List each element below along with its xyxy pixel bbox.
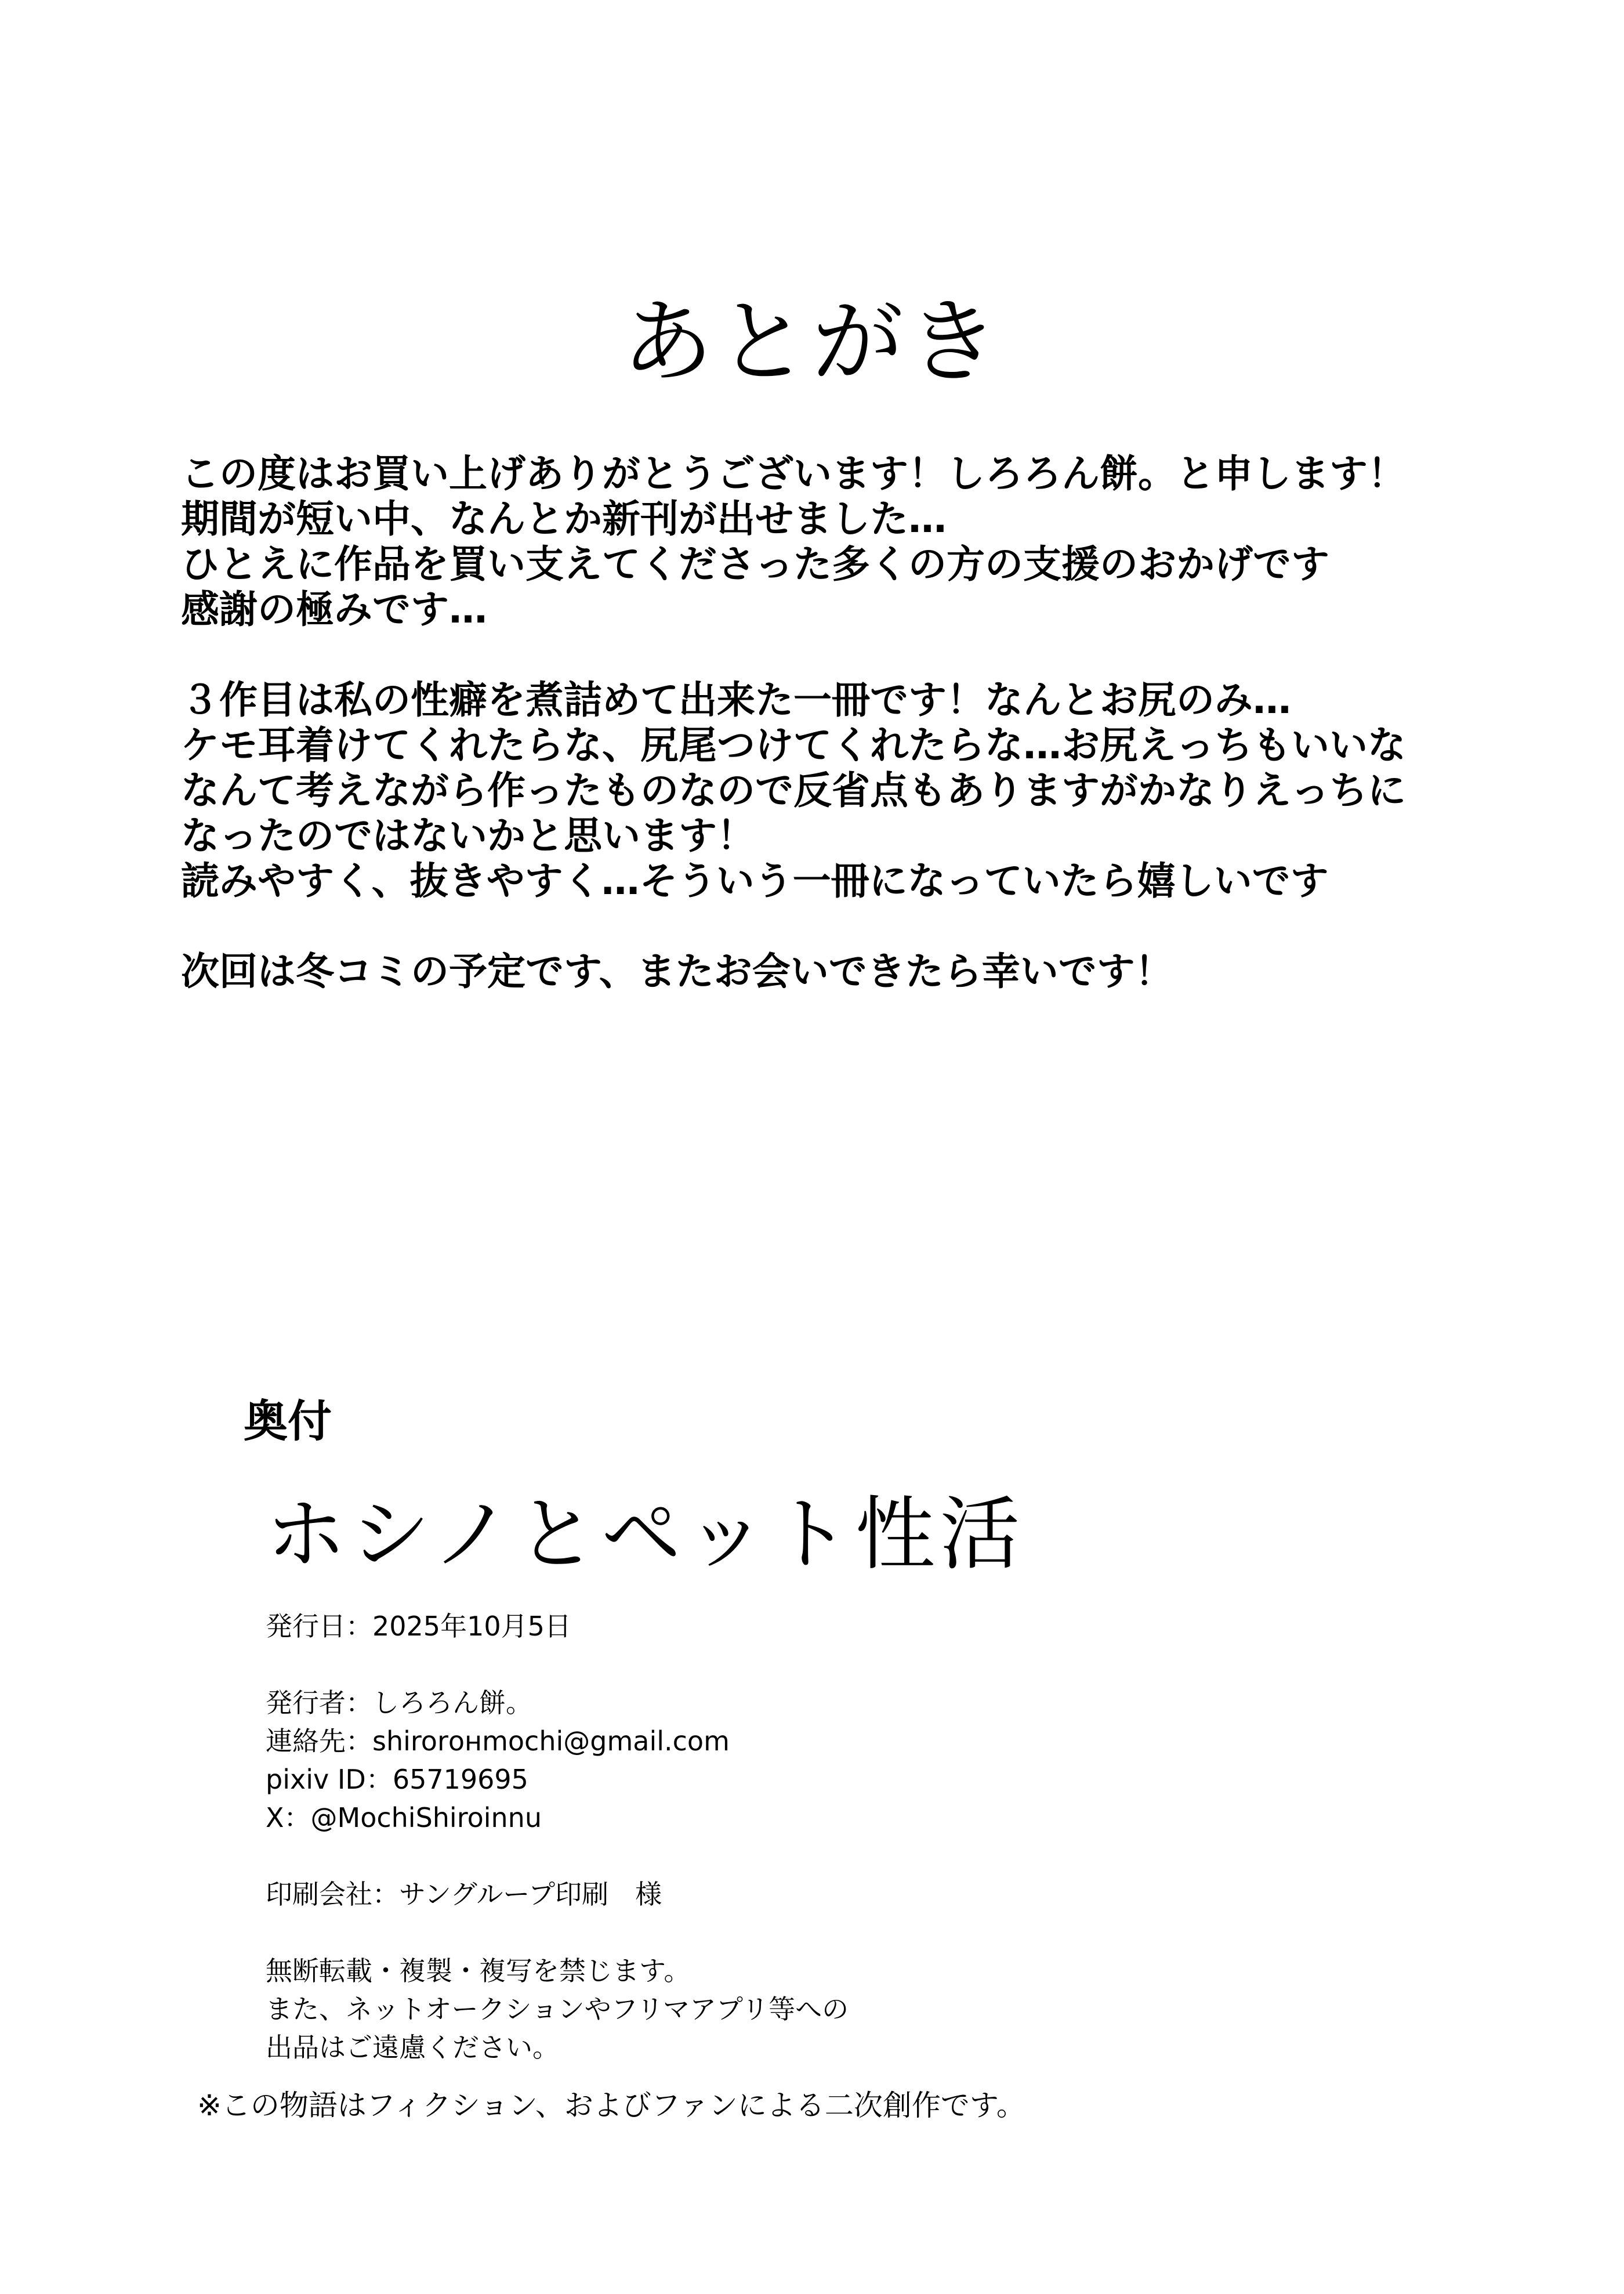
colophon-heading: 奥付	[244, 1395, 332, 1447]
publisher: 発行者：しろろん餅。	[266, 1687, 532, 1718]
afterword-title: あとがき	[622, 289, 1002, 396]
afterword-line: なったのではないかと思います！	[181, 813, 755, 858]
notice-line: 無断転載・複製・複写を禁じます。	[266, 1955, 691, 1987]
publish-date: 発行日：2025年10月5日	[266, 1611, 571, 1642]
fiction-footnote: ※この物語はフィクション、およびファンによる二次創作です。	[197, 2089, 1025, 2122]
notice-line: また、ネットオークションやフリマアプリ等への	[266, 1993, 849, 2025]
x-account: X：@MochiShiroinnu	[266, 1802, 542, 1833]
pixiv-id: pixiv ID：65719695	[266, 1764, 528, 1795]
afterword-line: この度はお買い上げありがとうございます！しろろん餅。と申します！	[181, 451, 1406, 496]
paragraph-gap	[181, 632, 1602, 678]
afterword-line: ケモ耳着けてくれたらな、尻尾つけてくれたらな…お尻えっちもいいな	[181, 723, 1406, 768]
colophon-gap	[266, 1645, 1426, 1684]
afterword-line: なんて考えながら作ったものなので反省点もありますがかなりえっちに	[181, 768, 1406, 813]
printer: 印刷会社：サングループ印刷 様	[266, 1879, 662, 1910]
afterword-line: ３作目は私の性癖を煮詰めて出来た一冊です！なんとお尻のみ…	[181, 678, 1291, 722]
afterword-line: 読みやすく、抜きやすく…そういう一冊になっていたら嬉しいです	[181, 859, 1329, 903]
afterword-line: ひとえに作品を買い支えてくださった多くの方の支援のおかげです	[181, 542, 1329, 587]
afterword-line: 期間が短い中、なんとか新刊が出せました…	[181, 497, 947, 541]
paragraph-gap	[181, 904, 1602, 949]
colophon-gap	[266, 1913, 1426, 1952]
colophon-details	[266, 1607, 1426, 2067]
book-title: ホシノとペット性活	[266, 1488, 1025, 1581]
afterword-line: 感謝の極みです…	[181, 587, 487, 632]
colophon-gap	[266, 1837, 1426, 1875]
afterword-body	[181, 451, 1602, 994]
notice-line: 出品はご遠慮ください。	[266, 2032, 559, 2063]
afterword-line: 次回は冬コミの予定です、またお会いできたら幸いです！	[181, 949, 1173, 994]
contact-email: 連絡先：shirorонmochi@gmail.com	[266, 1725, 730, 1757]
